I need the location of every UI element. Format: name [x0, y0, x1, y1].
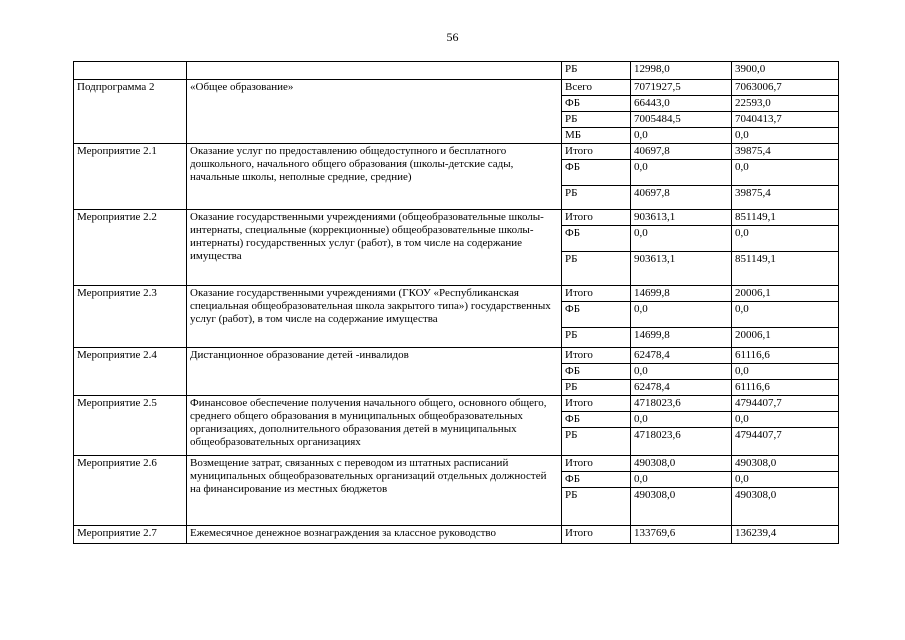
- funding-source-cell: МБ: [562, 128, 631, 144]
- value-cell-2: 39875,4: [732, 144, 839, 160]
- table-row: [74, 62, 839, 80]
- value-cell-1: 62478,4: [631, 348, 732, 364]
- program-label-cell: Мероприятие 2.7: [74, 526, 187, 544]
- value-cell-2: 7040413,7: [732, 112, 839, 128]
- value-cell-1: 133769,6: [631, 526, 732, 544]
- table-row: [74, 210, 839, 226]
- funding-source-cell: РБ: [562, 62, 631, 80]
- funding-source-cell: Итого: [562, 396, 631, 412]
- value-cell-1: 62478,4: [631, 380, 732, 396]
- funding-source-cell: РБ: [562, 186, 631, 210]
- value-cell-1: 490308,0: [631, 456, 732, 472]
- value-cell-1: 4718023,6: [631, 396, 732, 412]
- value-cell-1: 40697,8: [631, 144, 732, 160]
- program-description-cell: Возмещение затрат, связанных с переводом из штатных расписаний муниципальных общеобразовательных организаций отдельных должностей на финансирование из местных бюджетов: [187, 456, 562, 526]
- value-cell-2: 0,0: [732, 472, 839, 488]
- value-cell-2: 136239,4: [732, 526, 839, 544]
- value-cell-2: 851149,1: [732, 210, 839, 226]
- value-cell-2: 39875,4: [732, 186, 839, 210]
- program-description-cell: Оказание государственными учреждениями (общеобразовательные школы-интернаты, специальные (коррекционные) общеобразовательные школы-интернаты) государственных услуг (работ), в том числе на содержание имущества: [187, 210, 562, 286]
- budget-table-body: [74, 62, 839, 544]
- value-cell-1: 0,0: [631, 160, 732, 186]
- table-row: [74, 144, 839, 160]
- value-cell-2: 0,0: [732, 128, 839, 144]
- value-cell-2: 4794407,7: [732, 396, 839, 412]
- value-cell-1: 0,0: [631, 226, 732, 252]
- value-cell-2: 3900,0: [732, 62, 839, 80]
- value-cell-2: 61116,6: [732, 380, 839, 396]
- funding-source-cell: Всего: [562, 80, 631, 96]
- funding-source-cell: ФБ: [562, 472, 631, 488]
- program-description-cell: Оказание государственными учреждениями (ГКОУ «Республиканская специальная общеобразовательная школа закрытого типа») государственных услуг (работ), в том числе на содержание имущества: [187, 286, 562, 348]
- value-cell-1: 66443,0: [631, 96, 732, 112]
- funding-source-cell: РБ: [562, 488, 631, 526]
- value-cell-1: 14699,8: [631, 286, 732, 302]
- value-cell-2: 4794407,7: [732, 428, 839, 456]
- program-description-cell: Дистанционное образование детей -инвалидов: [187, 348, 562, 396]
- value-cell-1: 0,0: [631, 128, 732, 144]
- program-label-cell: Подпрограмма 2: [74, 80, 187, 144]
- funding-source-cell: ФБ: [562, 364, 631, 380]
- funding-source-cell: РБ: [562, 112, 631, 128]
- funding-source-cell: Итого: [562, 526, 631, 544]
- value-cell-1: 0,0: [631, 364, 732, 380]
- table-row: [74, 456, 839, 472]
- funding-source-cell: Итого: [562, 144, 631, 160]
- program-label-cell: Мероприятие 2.2: [74, 210, 187, 286]
- value-cell-2: 0,0: [732, 412, 839, 428]
- value-cell-1: 0,0: [631, 302, 732, 328]
- value-cell-2: 0,0: [732, 302, 839, 328]
- budget-table: [73, 61, 839, 544]
- value-cell-2: 490308,0: [732, 488, 839, 526]
- funding-source-cell: РБ: [562, 380, 631, 396]
- funding-source-cell: РБ: [562, 252, 631, 286]
- value-cell-1: 40697,8: [631, 186, 732, 210]
- funding-source-cell: ФБ: [562, 226, 631, 252]
- value-cell-1: 14699,8: [631, 328, 732, 348]
- funding-source-cell: Итого: [562, 348, 631, 364]
- value-cell-2: 490308,0: [732, 456, 839, 472]
- program-description-cell: Финансовое обеспечение получения начального общего, основного общего, среднего общего образования в муниципальных общеобразовательных организациях, дополнительного образования детей в муниципальных общеобразовательных организациях: [187, 396, 562, 456]
- funding-source-cell: ФБ: [562, 302, 631, 328]
- funding-source-cell: ФБ: [562, 412, 631, 428]
- table-row: [74, 286, 839, 302]
- value-cell-2: 22593,0: [732, 96, 839, 112]
- funding-source-cell: Итого: [562, 456, 631, 472]
- table-row: [74, 80, 839, 96]
- value-cell-2: 0,0: [732, 160, 839, 186]
- value-cell-1: 7071927,5: [631, 80, 732, 96]
- funding-source-cell: РБ: [562, 428, 631, 456]
- value-cell-2: 0,0: [732, 226, 839, 252]
- value-cell-1: 490308,0: [631, 488, 732, 526]
- value-cell-1: 0,0: [631, 472, 732, 488]
- value-cell-2: 0,0: [732, 364, 839, 380]
- value-cell-1: 0,0: [631, 412, 732, 428]
- value-cell-1: 12998,0: [631, 62, 732, 80]
- funding-source-cell: ФБ: [562, 160, 631, 186]
- program-description-cell: Ежемесячное денежное вознаграждения за классное руководство: [187, 526, 562, 544]
- value-cell-1: 903613,1: [631, 210, 732, 226]
- table-row: [74, 348, 839, 364]
- funding-source-cell: Итого: [562, 210, 631, 226]
- program-description-cell: «Общее образование»: [187, 80, 562, 144]
- program-label-cell: Мероприятие 2.6: [74, 456, 187, 526]
- value-cell-1: 4718023,6: [631, 428, 732, 456]
- description-cell: [187, 62, 562, 80]
- program-description-cell: Оказание услуг по предоставлению общедоступного и бесплатного дошкольного, начального общего образования (школы-детские сады, начальные школы, неполные средние, средние): [187, 144, 562, 210]
- program-label-cell: Мероприятие 2.1: [74, 144, 187, 210]
- value-cell-2: 61116,6: [732, 348, 839, 364]
- value-cell-1: 7005484,5: [631, 112, 732, 128]
- value-cell-2: 7063006,7: [732, 80, 839, 96]
- funding-source-cell: Итого: [562, 286, 631, 302]
- value-cell-2: 851149,1: [732, 252, 839, 286]
- value-cell-2: 20006,1: [732, 286, 839, 302]
- table-row: [74, 396, 839, 412]
- program-label-cell: Мероприятие 2.3: [74, 286, 187, 348]
- value-cell-2: 20006,1: [732, 328, 839, 348]
- value-cell-1: 903613,1: [631, 252, 732, 286]
- program-label-cell: Мероприятие 2.5: [74, 396, 187, 456]
- table-row: [74, 526, 839, 544]
- funding-source-cell: РБ: [562, 328, 631, 348]
- funding-source-cell: ФБ: [562, 96, 631, 112]
- page-number: 56: [446, 30, 459, 44]
- program-cell: [74, 62, 187, 80]
- program-label-cell: Мероприятие 2.4: [74, 348, 187, 396]
